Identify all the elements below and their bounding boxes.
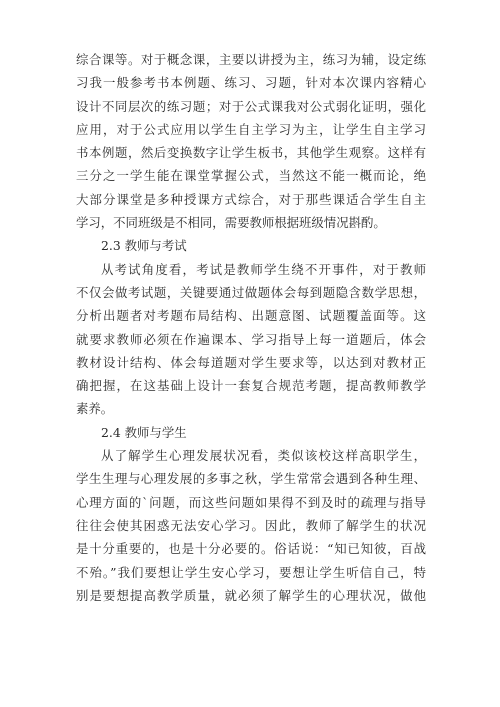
text-line: 素养。 [76,401,114,417]
body-text [76,48,426,607]
text-line: 心理方面的`问题，而这些问题如果得不到及时的疏理与指导 [76,494,426,510]
text-line: 书本例题，然后变换数字让学生板书，其他学生观察。这样有 [76,145,426,161]
text-line: 三分之一学生能在课堂掌握公式，当然这不能一概而论，绝 [76,168,426,184]
text-line: 应用，对于公式应用以学生自主学习为主，让学生自主学习 [76,121,426,137]
text-line: 学生生理与心理发展的多事之秋，学生常常会遇到各种生理、 [76,471,426,487]
text-line: 综合课等。对于概念课，主要以讲授为主，练习为辅，设定练 [76,52,426,67]
text-line: 不殆。”我们要想让学生安心学习，要想让学生听信自己，特 [76,564,426,580]
text-line: 学习，不同班级是不相同，需要教师根据班级情况斟酌。 [76,215,386,231]
section-heading: 2.3 教师与考试 [101,238,187,254]
text-line: 从考试角度看，考试是教师学生绕不开事件，对于教师 [101,261,426,277]
section-heading: 2.4 教师与学生 [101,424,187,440]
text-line: 分析出题者对考题布局结构、出题意图、试题覆盖面等。这 [76,308,426,324]
text-line: 设计不同层次的练习题；对于公式课我对公式弱化证明，强化 [76,98,426,114]
text-line: 是十分重要的，也是十分必要的。俗话说：“知已知彼，百战 [76,541,426,557]
text-line: 教材设计结构、体会每道题对学生要求等，以达到对教材正 [76,354,426,370]
text-line: 就要求教师必须在作遍课本、学习指导上每一道题后，体会 [76,331,426,347]
text-line: 从了解学生心理发展状况看，类似该校这样高职学生， [101,448,426,464]
text-line: 大部分课堂是多种授课方式综合，对于那些课适合学生自主 [76,191,426,207]
text-line: 习我一般参考书本例题、练习、习题，针对本次课内容精心 [76,75,426,91]
text-line: 确把握，在这基础上设计一套复合规范考题，提高教师教学 [76,378,426,394]
text-line: 不仅会做考试题，关键要通过做题体会每到题隐含数学思想， [76,284,426,300]
text-line: 往往会使其困惑无法安心学习。因此，教师了解学生的状况 [76,517,426,533]
text-line: 别是要想提高教学质量，就必须了解学生的心理状况，做他 [76,587,426,603]
